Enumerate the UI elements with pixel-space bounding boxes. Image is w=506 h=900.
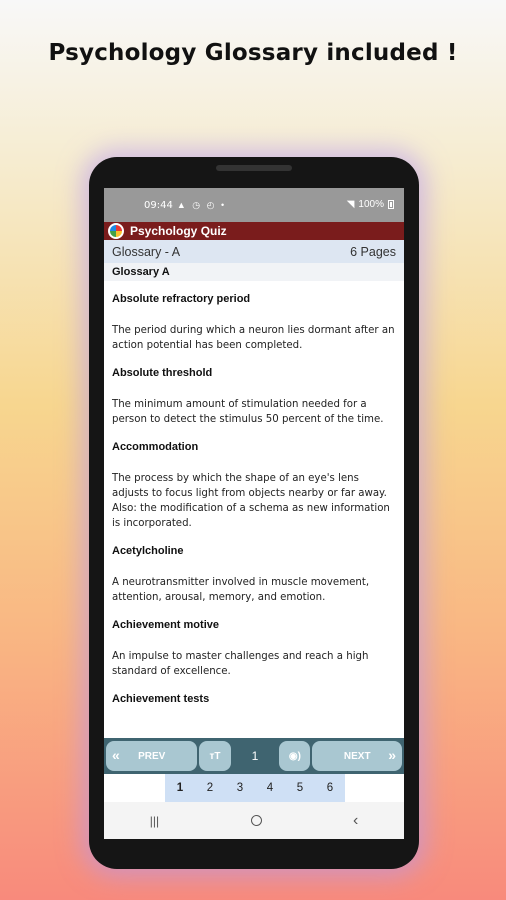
glossary-entry bbox=[112, 545, 396, 605]
page-link-1[interactable]: 1 bbox=[176, 782, 184, 794]
speak-button[interactable] bbox=[279, 741, 310, 771]
page-count: 6 Pages bbox=[350, 244, 396, 259]
entry-term: Accommodation bbox=[112, 441, 199, 453]
glossary-entry bbox=[112, 693, 396, 705]
page-link-5[interactable]: 5 bbox=[296, 782, 304, 794]
glossary-entry bbox=[112, 441, 396, 531]
wifi-icon: ◥ bbox=[346, 199, 355, 210]
current-page: 1 bbox=[251, 749, 259, 763]
entry-definition: The period during which a neuron lies dormant after an action potential has been completed. bbox=[112, 325, 395, 351]
double-chevron-left-icon: « bbox=[112, 747, 120, 763]
status-time: 09:44 bbox=[144, 199, 173, 211]
page-link-4[interactable]: 4 bbox=[266, 782, 274, 794]
promo-headline: Psychology Glossary included ! bbox=[48, 40, 458, 66]
entry-definition: The minimum amount of stimulation needed for a person to detect the stimulus 50 percent of the time. bbox=[112, 399, 384, 425]
page-link-2[interactable]: 2 bbox=[206, 782, 214, 794]
phone-frame bbox=[89, 157, 419, 869]
status-icons: ▲ ◷ ◴ • bbox=[176, 199, 227, 210]
app-logo-icon bbox=[108, 223, 124, 239]
app-bar bbox=[104, 222, 404, 240]
entry-term: Achievement tests bbox=[112, 693, 210, 705]
battery-icon bbox=[388, 200, 394, 209]
entry-term: Absolute refractory period bbox=[112, 293, 251, 305]
entry-definition: A neurotransmitter involved in muscle movement, attention, arousal, memory, and emotion. bbox=[112, 577, 370, 603]
system-nav-bar bbox=[104, 802, 404, 839]
phone-speaker bbox=[216, 165, 292, 171]
next-button[interactable] bbox=[312, 741, 402, 771]
status-bar bbox=[104, 188, 404, 222]
section-title: Glossary A bbox=[104, 263, 404, 281]
page-link-3[interactable]: 3 bbox=[236, 782, 244, 794]
entry-term: Absolute threshold bbox=[112, 367, 213, 379]
entry-definition: The process by which the shape of an eye's lens adjusts to focus light from objects nearby or far away. Also: the modification of a schema as new information is incorporated. bbox=[112, 473, 390, 529]
status-right bbox=[347, 199, 394, 210]
text-size-button[interactable] bbox=[199, 741, 230, 771]
entry-definition: An impulse to master challenges and reach a high standard of excellence. bbox=[112, 651, 369, 677]
glossary-header bbox=[104, 240, 404, 263]
entry-term: Achievement motive bbox=[112, 619, 219, 631]
pagination bbox=[104, 774, 404, 802]
battery-label: 100% bbox=[358, 199, 384, 210]
next-label: NEXT bbox=[343, 750, 371, 762]
page-strip bbox=[165, 774, 345, 802]
text-size-icon: ᴛT bbox=[209, 750, 221, 762]
phone-screen bbox=[104, 188, 404, 839]
home-icon[interactable] bbox=[251, 815, 262, 826]
app-title: Psychology Quiz bbox=[130, 224, 227, 238]
glossary-name: Glossary - A bbox=[112, 244, 181, 259]
speaker-person-icon: ◉) bbox=[288, 750, 301, 762]
glossary-entry bbox=[112, 293, 396, 353]
entry-term: Acetylcholine bbox=[112, 545, 184, 557]
recents-icon[interactable]: ||| bbox=[149, 813, 160, 828]
double-chevron-right-icon: » bbox=[388, 747, 396, 763]
page-nav-bar bbox=[104, 738, 404, 774]
glossary-content[interactable] bbox=[104, 281, 404, 740]
prev-button[interactable] bbox=[106, 741, 197, 771]
glossary-entry bbox=[112, 367, 396, 427]
glossary-entry bbox=[112, 619, 396, 679]
page-link-6[interactable]: 6 bbox=[326, 782, 334, 794]
back-icon[interactable]: ‹ bbox=[352, 811, 359, 829]
prev-label: PREV bbox=[138, 750, 166, 762]
